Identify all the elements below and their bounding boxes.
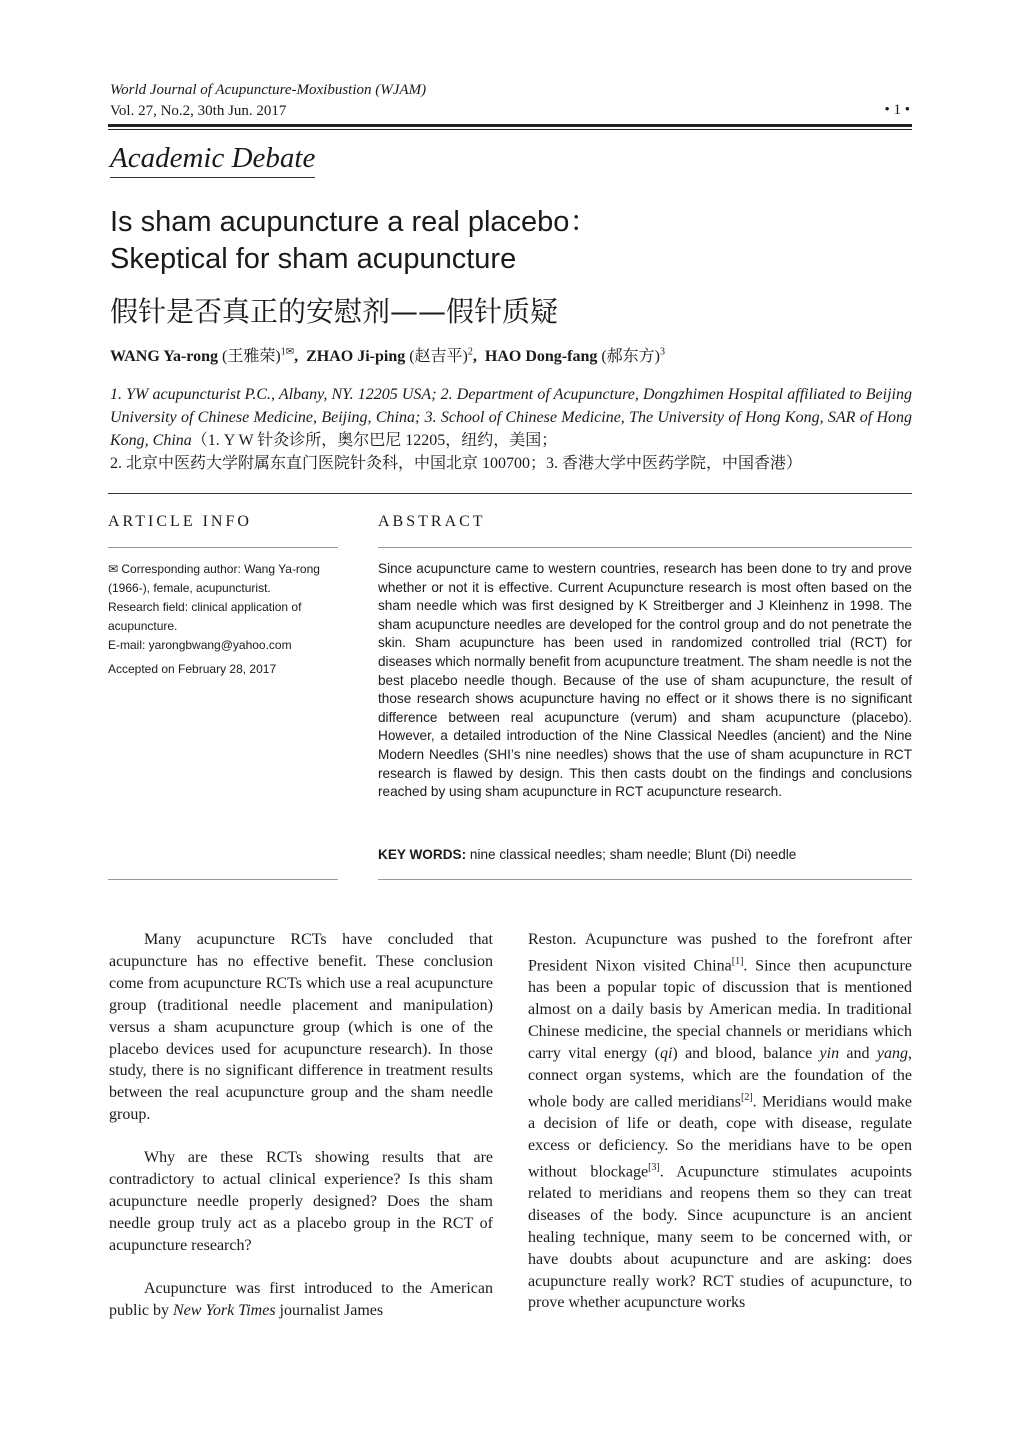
body-paragraph: Many acupuncture RCTs have concluded that acupuncture has no effective benefit. These conclusion come from acupuncture RCTs which use a real acupuncture group (traditional needle placement and manipulation) versus a sham acupuncture group (which is one of the placebo devices used for acupuncture research). In those study, there is no significant difference in treatment results between the real acupuncture group and the sham needle group. [109,931,493,1124]
divider [378,547,912,548]
divider [108,547,338,548]
author-list: WANG Ya-rong (王雅荣)$^{1✉}$, ZHAO Ji-ping (赵吉平)$^2$, HAO Dong-fang (郝东方)$^3$ [110,346,666,365]
term-yin: yin [819,1044,840,1062]
term-yang: yang [876,1044,908,1062]
citation-ref[interactable]: [3] [648,1161,660,1173]
accepted-date: Accepted on February 28, 2017 [108,662,277,676]
citation-ref[interactable]: [2] [741,1091,753,1103]
section-label: Academic Debate [110,142,315,178]
corresponding-author: ✉ Corresponding author: Wang Ya-rong (1966-), female, acupuncturist. [108,562,320,595]
author-name: ZHAO Ji-ping [306,348,406,365]
journal-name: World Journal of Acupuncture-Moxibustion [110,82,372,98]
author-name-cn: (王雅荣) [222,348,281,365]
body-paragraph [109,1278,493,1322]
text-run: . Acupuncture stimulates acupoints related to meridians and reopens them so they can treat diseases of the body. Since acupuncture is an ancient healing technique, many seem to be concerned with, or have doubts about acupuncture and are asking: does acupuncture really work? RCT studies of acupuncture, to prove whether acupuncture works [528,1163,913,1312]
text-run: , connect organ systems, which are the foundation of the whole body are called meridians [528,1044,912,1110]
affiliations [110,383,912,475]
text-run: Reston. Acupuncture was pushed to the forefront after President Nixon visited China [528,931,912,975]
title-line-1: Is sham acupuncture a real placebo： [110,206,599,238]
text-run: Acupuncture was first introduced to the American public by [109,1279,493,1319]
keywords-label: KEY WORDS: [378,847,467,862]
title-line-2: Skeptical for sham acupuncture [110,243,517,275]
article-info [108,560,340,679]
text-run: and [839,1044,877,1062]
affiliation-en: 1. YW acupuncturist P.C., Albany, NY. 12205 USA; 2. Department of Acupuncture, Dongzhimen Hospital affiliated to Beijing University of Chinese Medicine, Beijing, China; 3. School of Chinese Medicine, The University of Hong Kong, SAR of Hong Kong, China [110,386,912,449]
author-sup: 2 [467,346,473,358]
article-info-heading: ARTICLE INFO [108,513,252,530]
body-column-left [109,929,493,1322]
journal-header [110,80,426,122]
author-sup: 3 [660,346,666,358]
journal-volume: Vol. 27, No.2, 30th Jun. 2017 [110,103,287,119]
author-name: HAO Dong-fang [484,348,598,365]
divider [378,879,912,880]
author-sup: 1✉ [280,346,295,358]
header-rule-thin [108,129,912,130]
journal-abbr: (WJAM) [375,82,427,98]
affiliation-cn-1: （1. Y W 针灸诊所，奥尔巴尼 12205，纽约，美国； [191,432,558,449]
keywords [378,847,912,862]
author-name-cn: (郝东方) [601,348,661,365]
divider [108,493,912,494]
author-name: WANG Ya-rong [110,348,219,365]
text-run: ) and blood, balance [672,1044,820,1062]
term-qi: qi [659,1044,673,1062]
abstract-text: Since acupuncture came to western countries, research has been done to try and prove whether or not it is effective. Current Acupuncture research is most often based on the sham needle which was first designed by K Streitberger and J Kleinhenz in 1998. The sham acupuncture needles are developed for the control group and do not penetrate the skin. Sham acupuncture has been used in randomized controlled trial (RCT) for diseases which normally benefit from acupuncture treatment. The sham needle is not the best placebo needle though. Because of the use of sham acupuncture, the result of those research shows acupuncture having no effect or it shows there is no significant difference between real acupuncture (verum) and sham acupuncture (placebo). However, a detailed introduction of the Nine Classical Needles (ancient) and the Nine Modern Needles (SHI’s nine needles) shows that the use of sham acupuncture in RCT research is flawed by design. This then casts doubt on the findings and conclusions reached by using sham acupuncture in RCT acupuncture research. [378,561,912,800]
affiliation-cn-2: 2. 北京中医药大学附属东直门医院针灸科，中国北京 100700；3. 香港大学中医药学院，中国香港） [110,455,803,472]
keywords-text: nine classical needles; sham needle; Blunt (Di) needle [469,847,797,862]
article-title-en [110,204,910,278]
newspaper-name: New York Times [173,1301,276,1319]
abstract-body [378,560,912,802]
body-paragraph: Why are these RCTs showing results that are contradictory to actual clinical experience? Is this sham acupuncture needle properly designed? Does the sham needle group truly act as a placebo group in the RCT of acupuncture research? [109,1149,493,1254]
author-email[interactable]: E-mail: yarongbwang@yahoo.com [108,638,292,652]
divider [108,879,338,880]
header-rule-thick [108,124,912,127]
research-field: Research field: clinical application of acupuncture. [108,600,302,633]
citation-ref[interactable]: [1] [731,955,744,967]
text-run: journalist James [275,1301,384,1319]
abstract-heading: ABSTRACT [378,513,486,530]
article-title-cn: 假针是否真正的安慰剂——假针质疑 [110,295,559,328]
body-column-right [528,929,912,1314]
page-number: • 1 • [884,102,910,118]
body-paragraph [528,929,912,1314]
text-run: . Meridians would make a decision of life or death, cope with disease, regulate excess or deficiency. So the meridians have to be open without blockage [528,1093,912,1181]
author-name-cn: (赵吉平) [409,348,468,365]
text-run: . Since then acupuncture has been a popular topic of discussion that is mentioned almost on a daily basis by American media. In traditional Chinese medicine, the special channels or meridians which carry vital energy ( [528,957,912,1062]
